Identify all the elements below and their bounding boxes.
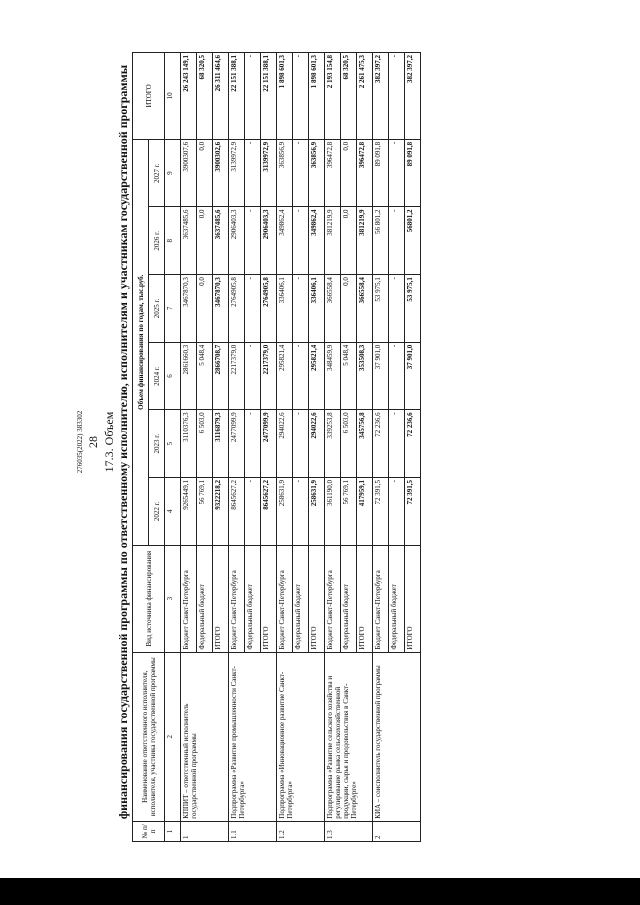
year-value: - [293,410,309,478]
total-value: 26 243 149,1 [181,53,197,140]
year-value: 0,0 [197,139,213,207]
executor-name: Подпрограмма «Развитие сельского хозяйства и регулирование рынка сельскохозяйственной продукции, сырья и продовольствия в Санкт-Петербурге» [325,652,373,821]
year-value: 72 236,6 [405,410,421,478]
page-number: 28 [86,436,100,448]
funding-source: Бюджет Санкт-Петербурга [373,545,389,652]
col-number: 5 [165,410,181,478]
executor-name: КППИТ – ответственный исполнитель государственной программы [181,652,229,821]
year-value: 363856,9 [309,139,325,207]
year-value: 295821,4 [277,342,293,410]
year-value: 8645627,2 [229,477,245,545]
total-value: 22 151 388,1 [229,53,245,140]
year-value: - [293,342,309,410]
year-value: 3637485,6 [181,207,197,275]
year-value: - [245,275,261,343]
year-value: 366558,4 [325,275,341,343]
executor-name: КИА – соисполнитель государственной программы [373,652,421,821]
year-value: 348459,9 [325,342,341,410]
funding-source: Бюджет Санкт-Петербурга [325,545,341,652]
funding-source: ИТОГО [261,545,277,652]
year-value: 89 091,8 [373,139,389,207]
funding-source: Федеральный бюджет [341,545,357,652]
col-number: 3 [165,545,181,652]
year-value: 349862,4 [309,207,325,275]
header-volume: Объем финансирования по годам, тыс.руб. [133,139,149,545]
executor-name: Подпрограмма «Развитие промышленности Санкт-Петербурга» [229,652,277,821]
year-value: - [245,410,261,478]
year-value: 3110376,3 [181,410,197,478]
year-value: 345756,8 [357,410,373,478]
col-number: 1 [165,821,181,841]
year-value: 56 801,2 [373,207,389,275]
year-value: 5 048,4 [197,342,213,410]
total-value: 1 898 601,3 [277,53,293,140]
executor-name: Подпрограмма «Инновационное развитие Санкт-Петербурга» [277,652,325,821]
document-code: 276035(2022) 383302 [76,410,84,474]
header-total: ИТОГО [133,53,165,140]
year-value: 396472,8 [357,139,373,207]
year-value: 2866708,7 [213,342,229,410]
funding-source: Бюджет Санкт-Петербурга [229,545,245,652]
funding-source: Бюджет Санкт-Петербурга [277,545,293,652]
year-value: 3467870,3 [181,275,197,343]
year-value: 56 769,1 [341,477,357,545]
year-value: - [245,139,261,207]
year-value: 56801,2 [405,207,421,275]
funding-source: Бюджет Санкт-Петербурга [181,545,197,652]
year-value: 53 975,1 [373,275,389,343]
year-value: - [245,477,261,545]
year-value: 258631,9 [277,477,293,545]
year-value: 5 048,4 [341,342,357,410]
total-value: - [245,53,261,140]
row-number: 1 [181,821,229,841]
year-value: 2477099,9 [229,410,245,478]
year-value: 6 503,0 [197,410,213,478]
header-year: 2027 г. [149,139,165,207]
funding-source: Федеральный бюджет [245,545,261,652]
year-value: 294022,6 [309,410,325,478]
row-number: 1.1 [229,821,277,841]
year-value: 2906403,3 [261,207,277,275]
total-value: - [293,53,309,140]
year-value: 353508,3 [357,342,373,410]
col-number: 6 [165,342,181,410]
year-value: 2217379,0 [229,342,245,410]
financing-table [132,52,421,842]
funding-source: ИТОГО [357,545,373,652]
year-value: - [293,477,309,545]
total-value: - [389,53,405,140]
year-value: 3637485,6 [213,207,229,275]
year-value: 349862,4 [277,207,293,275]
header-source: Вид источника финансирования [133,545,165,652]
year-value: 3467870,3 [213,275,229,343]
year-value: 417959,1 [357,477,373,545]
header-year: 2024 г. [149,342,165,410]
col-number: 9 [165,139,181,207]
year-value: 363856,9 [277,139,293,207]
col-number: 8 [165,207,181,275]
total-value: 68 320,5 [341,53,357,140]
header-year: 2023 г. [149,410,165,478]
year-value: - [389,342,405,410]
year-value: 0,0 [341,207,357,275]
col-number: 2 [165,652,181,821]
year-value: - [293,139,309,207]
funding-source: Федеральный бюджет [293,545,309,652]
year-value: 0,0 [341,275,357,343]
year-value: - [389,410,405,478]
funding-source: ИТОГО [405,545,421,652]
year-value: 366558,4 [357,275,373,343]
year-value: 2217379,0 [261,342,277,410]
total-value: 382 397,2 [373,53,389,140]
year-value: 2764905,8 [229,275,245,343]
year-value: 336406,1 [309,275,325,343]
row-number: 2 [373,821,421,841]
row-number: 1.2 [277,821,325,841]
table-row [229,53,245,842]
section-title: 17.3. Объем [102,411,116,473]
year-value: 6 503,0 [341,410,357,478]
year-value: - [389,139,405,207]
total-value: 68 320,5 [197,53,213,140]
funding-source: Федеральный бюджет [197,545,213,652]
year-value: 8645627,2 [261,477,277,545]
year-value: 72 391,5 [373,477,389,545]
year-value: 3116879,3 [213,410,229,478]
year-value: 0,0 [197,275,213,343]
year-value: 37 901,0 [405,342,421,410]
year-value: 89 091,8 [405,139,421,207]
year-value: - [293,207,309,275]
year-value: 381219,9 [325,207,341,275]
col-number: 4 [165,477,181,545]
year-value: 3900307,6 [181,139,197,207]
total-value: 26 311 464,6 [213,53,229,140]
funding-source: ИТОГО [309,545,325,652]
header-year: 2025 г. [149,275,165,343]
total-value: 2 193 154,8 [325,53,341,140]
year-value: 3139972,9 [229,139,245,207]
year-value: 0,0 [197,207,213,275]
year-value: - [245,207,261,275]
year-value: - [293,275,309,343]
year-value: 56 769,1 [197,477,213,545]
year-value: - [389,207,405,275]
total-value: 22 151 388,1 [261,53,277,140]
year-value: 295821,4 [309,342,325,410]
table-row [325,53,341,842]
year-value: 294022,6 [277,410,293,478]
table-row [181,53,197,842]
year-value: 72 236,6 [373,410,389,478]
year-value: 2764905,8 [261,275,277,343]
year-value: 9322218,2 [213,477,229,545]
year-value: 258631,9 [309,477,325,545]
header-name: Наименование ответственного исполнителя, исполнителя, участника государственной программы [133,652,165,821]
table-row [373,53,389,842]
year-value: 9265449,1 [181,477,197,545]
year-value: 2861660,3 [181,342,197,410]
year-value: 37 901,0 [373,342,389,410]
year-value: 361190,0 [325,477,341,545]
header-year: 2022 г. [149,477,165,545]
header-num: № п/п [133,821,165,841]
year-value: 3139972,9 [261,139,277,207]
year-value: 339253,8 [325,410,341,478]
table-row [277,53,293,842]
year-value: 72 391,5 [405,477,421,545]
year-value: 2477099,9 [261,410,277,478]
row-number: 1.3 [325,821,373,841]
col-number: 10 [165,53,181,140]
total-value: 2 261 475,3 [357,53,373,140]
year-value: - [389,275,405,343]
year-value: 336406,1 [277,275,293,343]
year-value: - [389,477,405,545]
year-value: 0,0 [341,139,357,207]
table-subtitle: финансирования государственной программы по ответственному исполнителю, исполнителям и участникам государственной программы [116,64,130,820]
scan-bottom-edge [0,878,640,905]
year-value: 396472,8 [325,139,341,207]
total-value: 1 898 601,3 [309,53,325,140]
funding-source: ИТОГО [213,545,229,652]
total-value: 382 397,2 [405,53,421,140]
funding-source: Федеральный бюджет [389,545,405,652]
col-number: 7 [165,275,181,343]
year-value: 2906403,3 [229,207,245,275]
year-value: 381219,9 [357,207,373,275]
header-year: 2026 г. [149,207,165,275]
year-value: - [245,342,261,410]
year-value: 53 975,1 [405,275,421,343]
year-value: 3900302,6 [213,139,229,207]
rotated-page [70,42,610,842]
